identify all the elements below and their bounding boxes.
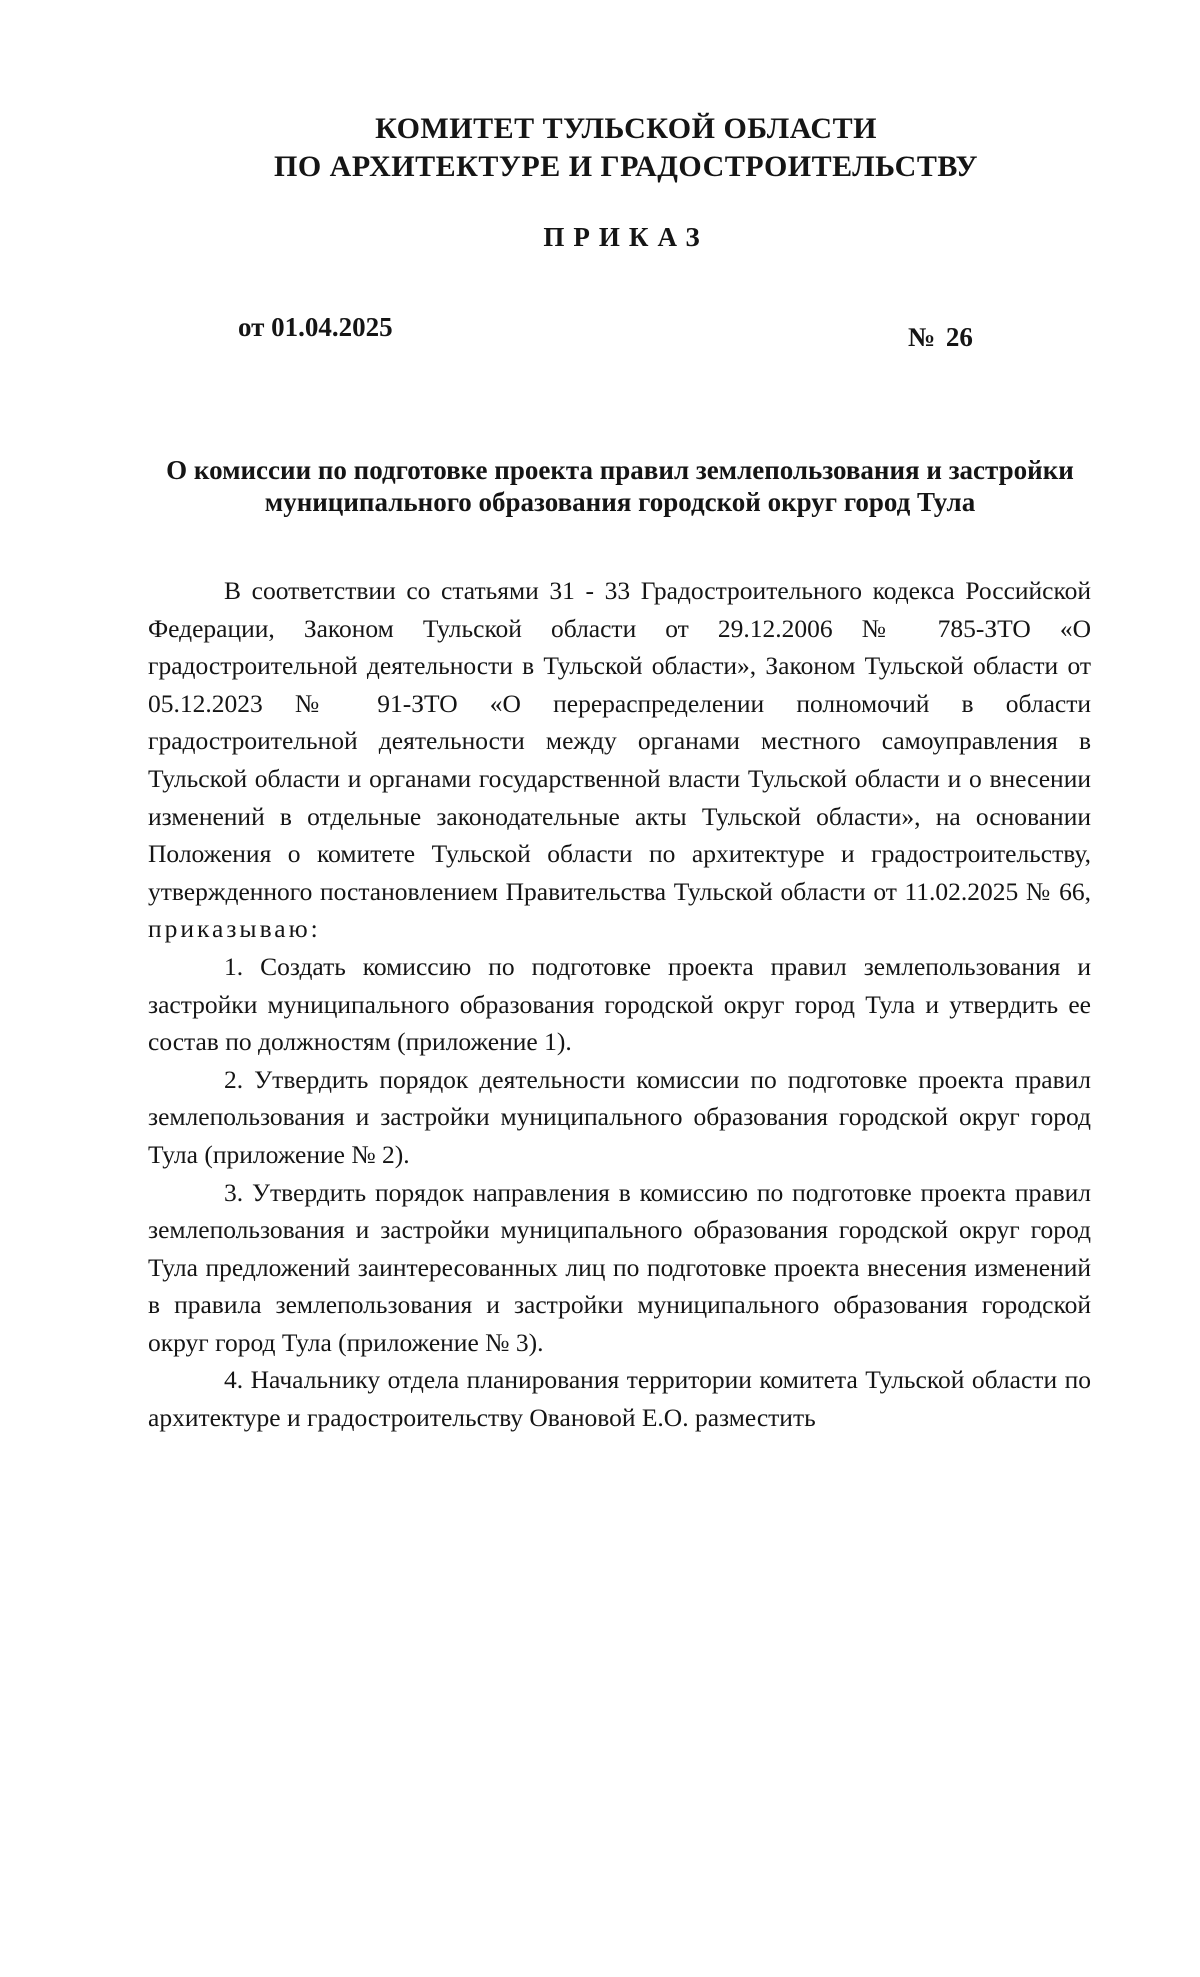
organization-name-line-1: КОМИТЕТ ТУЛЬСКОЙ ОБЛАСТИ [375, 112, 877, 145]
document-date: от 01.04.2025 [238, 312, 393, 342]
order-item-1: 1. Создать комиссию по подготовке проекта правил землепользования и застройки муниципального образования городской округ город Тула и утвердить ее состав по должностям (приложение 1). [148, 951, 1091, 1057]
document-number: № 26 [908, 322, 973, 352]
preamble-text: В соответствии со статьями 31 - 33 Градостроительного кодекса Российской Федерации, Законом Тульской области от 29.12.2006 № 785-ЗТО «О градостроительной деятельности в Тульской области», Законом Тульской области от 05.12.2023 № 91-ЗТО «О перераспределении полномочий в области градостроительной деятельности между органами местного самоуправления в Тульской области и органами государственной власти Тульской области и о внесении изменений в отдельные законодательные акты Тульской области», на основании Положения о комитете Тульской области по архитектуре и градостроительству, утвержденного постановлением Правительства Тульской области от 11.02.2025 № 66, [148, 576, 1091, 906]
preamble-paragraph [148, 572, 1091, 948]
organization-name-line-2: ПО АРХИТЕКТУРЕ И ГРАДОСТРОИТЕЛЬСТВУ [274, 150, 978, 183]
order-item-2: 2. Утвердить порядок деятельности комиссии по подготовке проекта правил землепользования и застройки муниципального образования городской округ город Тула (приложение № 2). [148, 1064, 1091, 1169]
order-item-4: 4. Начальнику отдела планирования территории комитета Тульской области по архитектуре и градостроительству Овановой Е.О. разместить [148, 1365, 1091, 1433]
order-word: приказываю: [148, 914, 321, 944]
document-type-title: ПРИКАЗ [543, 222, 709, 252]
document-body [148, 572, 1091, 1437]
subject-line-1: О комиссии по подготовке проекта правил землепользования и застройки [166, 455, 1074, 485]
order-item-3: 3. Утвердить порядок направления в комиссию по подготовке проекта правил землепользования и застройки муниципального образования городской округ город Тула предложений заинтересованных лиц по подготовке проекта внесения изменений в правила землепользования и застройки муниципального образования городской округ город Тула (приложение № 3). [148, 1177, 1091, 1357]
subject-line-2: муниципального образования городской округ город Тула [264, 487, 976, 517]
